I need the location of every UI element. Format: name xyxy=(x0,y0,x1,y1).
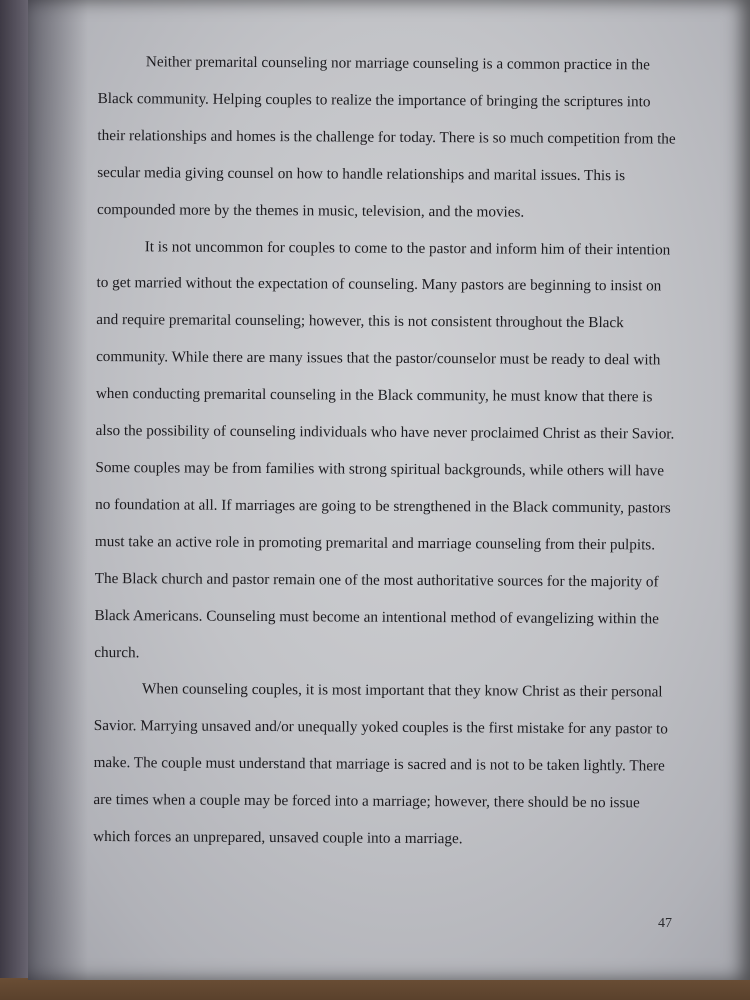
paragraph-3: When counseling couples, it is most important that they know Christ as their personal Savior. Marrying unsaved and/or unequally yoked couples is the first mistake for any pastor to make. The couple must understand that marriage is sacred and is not to be taken lightly. There are times when a couple may be forced into a marriage; however, there should be no issue which forces an unprepared, unsaved couple into a marriage. xyxy=(93,680,668,848)
paragraph-2: It is not uncommon for couples to come to the pastor and inform him of their intention to get married without the expectation of counseling. Many pastors are beginning to insist on and require premarital counseling; however, this is not consistent throughout the Black community. While there are many issues that the pastor/counselor must be ready to deal with when conducting premarital counseling in the Black community, he must know that there is also the possibility of counseling individuals who have never proclaimed Christ as their Savior. Some couples may be from families with strong spiritual backgrounds, while others will have no foundation at all. If marriages are going to be strengthened in the Black community, pastors must take an active role in promoting premarital and marriage counseling from their pulpits. The Black church and pastor remain one of the most authoritative sources for the majority of Black Americans. Counseling must become an intentional method of evangelizing within the church. xyxy=(94,237,675,661)
table-surface xyxy=(0,978,750,1000)
body-text xyxy=(93,44,678,859)
paragraph-1: Neither premarital counseling nor marriage counseling is a common practice in the Black community. Helping couples to realize the importance of bringing the scriptures into their relationships and homes is the challenge for today. There is so much competition from the secular media giving counsel on how to handle relationships and marital issues. This is compounded more by the themes in music, television, and the movies. xyxy=(96,53,676,221)
page-number: 47 xyxy=(658,916,672,931)
book-page xyxy=(28,0,750,980)
